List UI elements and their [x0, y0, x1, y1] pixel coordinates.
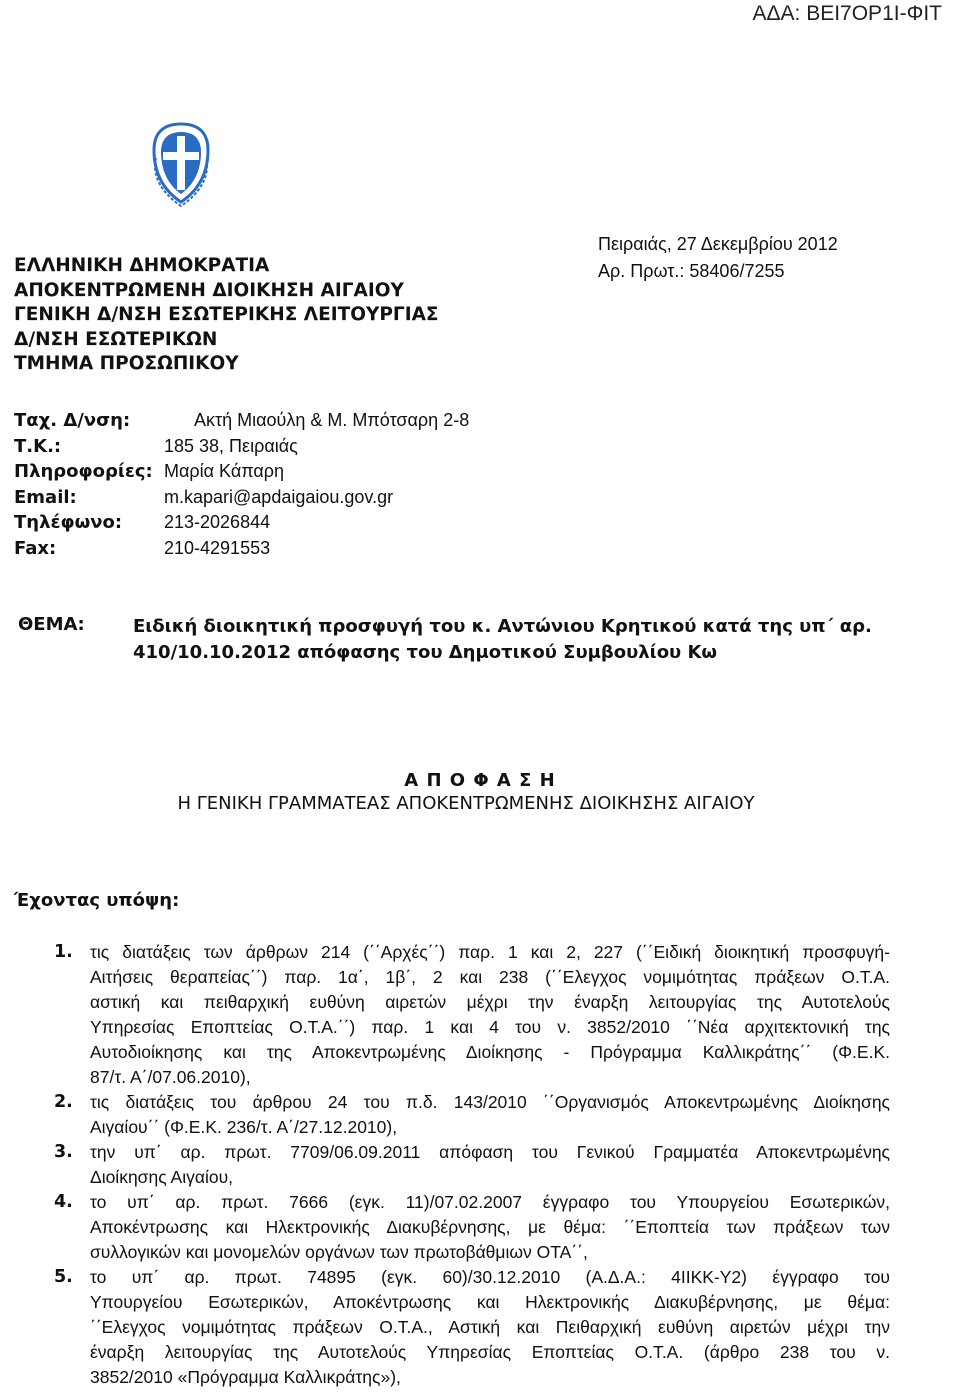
email-value: m.kapari@apdaigaiou.gov.gr — [164, 486, 394, 507]
list-item — [54, 1265, 890, 1390]
list-item — [54, 1190, 890, 1265]
subject-text — [133, 614, 872, 666]
item-line: αστική και πειθαρχική ευθύνη αιρετών μέχρι την έναρξη λειτουργίας της Αυτοτελούς — [90, 992, 890, 1012]
item-number: 4. — [54, 1192, 73, 1212]
item-number: 2. — [54, 1092, 73, 1112]
item-line: 3852/2010 «Πρόγραμμα Καλλικράτης»), — [90, 1367, 401, 1387]
item-line: Υπουργείου Εσωτερικών, Αποκέντρωσης και Ηλεκτρονικής Διακυβέρνησης, με θέμα: — [90, 1292, 890, 1312]
item-line: την υπ΄ αρ. πρωτ. 7709/06.09.2011 απόφαση του Γενικού Γραμματέα Αποκεντρωμένης — [90, 1142, 890, 1162]
item-number: 1. — [54, 942, 73, 962]
item-line: έναρξη λειτουργίας της Αυτοτελούς Υπηρεσίας Εποπτείας Ο.Τ.Α. (άρθρο 238 του ν. — [90, 1342, 890, 1362]
item-line: συλλογικών και μονομελών οργάνων των πρωτοβάθμιων ΟΤΑ΄΄, — [90, 1242, 588, 1262]
ada-code: ΑΔΑ: ΒΕΙ7ΟΡ1Ι-ΦΙΤ — [752, 2, 942, 25]
phone-value: 213-2026844 — [164, 512, 271, 532]
list-item — [54, 940, 890, 1090]
issuer-line: ΤΜΗΜΑ ΠΡΟΣΩΠΙΚΟΥ — [14, 353, 239, 375]
item-line: ΄΄Ελεγχος νομιμότητας πράξεων Ο.Τ.Α., Αστική και Πειθαρχική ευθύνη αιρετών μέχρι την — [90, 1317, 890, 1337]
considering-heading: Έχοντας υπόψη: — [14, 890, 180, 911]
protocol-number: Αρ. Πρωτ.: 58406/7255 — [598, 261, 785, 281]
issuer-line: ΓΕΝΙΚΗ Δ/ΝΣΗ ΕΣΩΤΕΡΙΚΗΣ ΛΕΙΤΟΥΡΓΙΑΣ — [14, 304, 439, 326]
item-number: 3. — [54, 1142, 73, 1162]
considerations-list — [54, 940, 890, 1390]
postal-code-label: Τ.Κ.: — [14, 435, 62, 457]
item-line: το υπ΄ αρ. πρωτ. 7666 (εγκ. 11)/07.02.2007 έγγραφο του Υπουργείου Εσωτερικών, — [90, 1192, 890, 1212]
list-item — [54, 1140, 890, 1190]
list-item — [54, 1090, 890, 1140]
issuer-line: ΑΠΟΚΕΝΤΡΩΜΕΝΗ ΔΙΟΙΚΗΣΗ ΑΙΓΑΙΟΥ — [14, 279, 404, 301]
item-line: Αυτοδιοίκησης και της Αποκεντρωμένης Διοίκησης - Πρόγραμμα Καλλικράτης΄΄ (Φ.Ε.Κ. — [90, 1042, 890, 1062]
item-line: 87/τ. Α΄/07.06.2010), — [90, 1067, 251, 1087]
date-protocol-block — [598, 231, 838, 285]
issuer-line: ΕΛΛΗΝΙΚΗ ΔΗΜΟΚΡΑΤΙΑ — [14, 255, 270, 276]
item-line: Διοίκησης Αιγαίου, — [90, 1167, 234, 1187]
info-value: Μαρία Κάπαρη — [164, 461, 285, 481]
item-line: Αιγαίου΄΄ (Φ.Ε.Κ. 236/τ. Α΄/27.12.2010), — [90, 1117, 398, 1137]
item-line: Υπηρεσίας Εποπτείας Ο.Τ.Α.΄΄) παρ. 1 και 4 του ν. 3852/2010 ΄΄Νέα αρχιτεκτονική της — [90, 1017, 890, 1037]
postal-code-value: 185 38, Πειραιάς — [164, 435, 298, 456]
address-value: Ακτή Μιαούλη & Μ. Μπότσαρη 2-8 — [194, 410, 470, 430]
item-line: Αποκέντρωσης και Ηλεκτρονικής Διακυβέρνησης, με θέμα: ΄΄Εποπτεία των πράξεων των — [90, 1217, 890, 1237]
item-line: Αιτήσεις θεραπείας΄΄) παρ. 1α΄, 1β΄, 2 και 238 (΄΄Ελεγχος νομιμότητας πράξεων Ο.Τ.Α. — [90, 967, 890, 987]
issuer-line: Δ/ΝΣΗ ΕΣΩΤΕΡΙΚΩΝ — [14, 328, 218, 350]
fax-value: 210-4291553 — [164, 537, 271, 558]
address-label: Ταχ. Δ/νση: — [14, 410, 131, 431]
issuer-block — [14, 254, 439, 377]
item-number: 5. — [54, 1267, 73, 1287]
fax-label: Fax: — [14, 537, 57, 559]
place-date: Πειραιάς, 27 Δεκεμβρίου 2012 — [598, 234, 838, 254]
subject-line: Ειδική διοικητική προσφυγή του κ. Αντώνιου Κρητικού κατά της υπ΄ αρ. — [133, 616, 872, 637]
item-line: το υπ΄ αρ. πρωτ. 74895 (εγκ. 60)/30.12.2010 (Α.Δ.Α.: 4ΙΙΚΚ-Υ2) έγγραφο του — [90, 1267, 890, 1287]
subject-line: 410/10.10.2012 απόφασης του Δημοτικού Συμβουλίου Κω — [133, 642, 718, 663]
email-label: Email: — [14, 486, 77, 508]
item-line: τις διατάξεις του άρθρου 24 του π.δ. 143/2010 ΄΄Οργανισμός Αποκεντρωμένης Διοίκησης — [90, 1092, 890, 1112]
authority-heading: Η ΓΕΝΙΚΗ ΓΡΑΜΜΑΤΕΑΣ ΑΠΟΚΕΝΤΡΩΜΕΝΗΣ ΔΙΟΙΚΗΣΗΣ ΑΙΓΑΙΟΥ — [177, 793, 755, 814]
decision-title: Α Π Ο Φ Α Σ Η — [404, 770, 556, 791]
phone-label: Τηλέφωνο: — [14, 512, 123, 533]
info-label: Πληροφορίες: — [14, 461, 153, 482]
subject-label: ΘΕΜΑ: — [18, 614, 85, 635]
greek-coat-of-arms-emblem — [148, 118, 214, 210]
item-line: τις διατάξεις των άρθρων 214 (΄΄Αρχές΄΄) παρ. 1 και 2, 227 (΄΄Ειδική διοικητική προσφυγή- — [90, 942, 890, 962]
